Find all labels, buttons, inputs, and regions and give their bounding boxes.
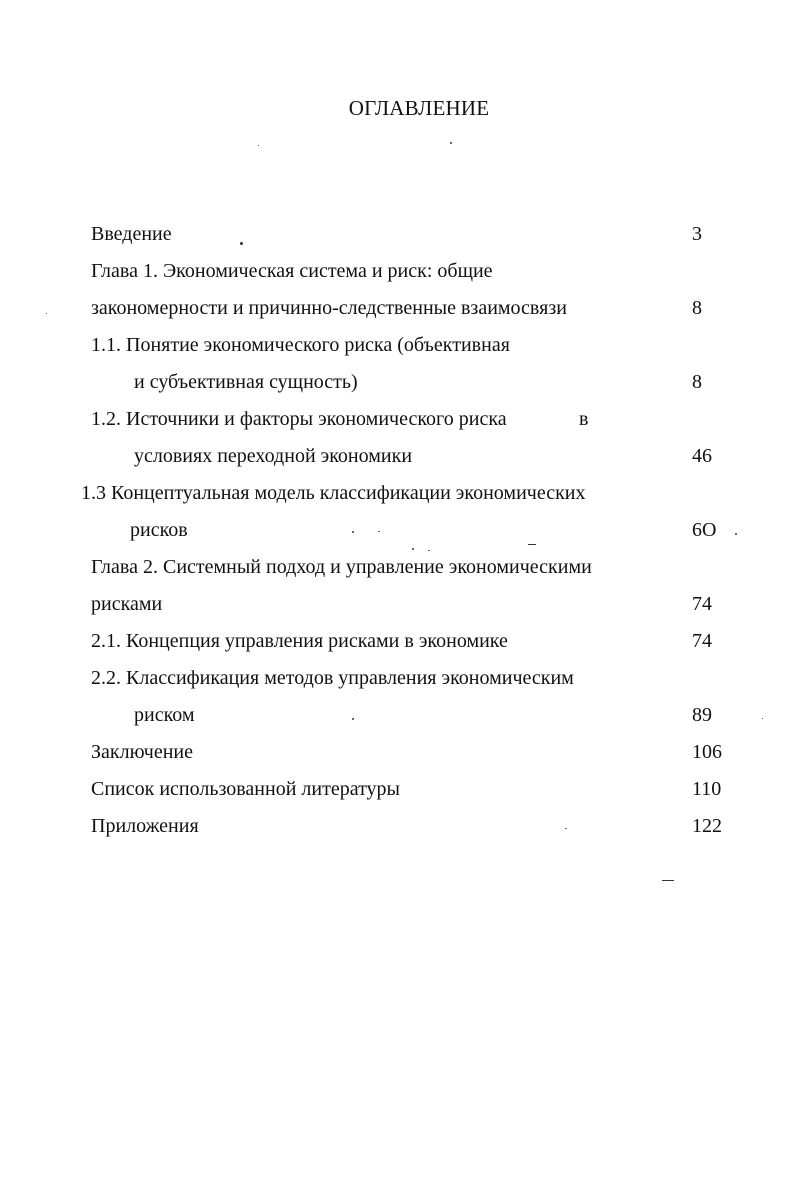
scan-speck xyxy=(428,550,430,551)
toc-entry-text: 2.2. Классификация методов управления экономическим xyxy=(91,667,574,689)
toc-entry-text: Список использованной литературы xyxy=(91,778,400,800)
toc-entry-page: 110 xyxy=(692,778,722,800)
scan-speck xyxy=(378,531,380,532)
scan-speck xyxy=(240,242,243,245)
toc-entry-text: условиях переходной экономики xyxy=(134,445,413,467)
toc-entry-page: 122 xyxy=(692,815,722,837)
scan-speck xyxy=(735,533,737,535)
toc-entry-page: 46 xyxy=(692,445,712,467)
toc-entry-text: Глава 1. Экономическая система и риск: общие xyxy=(91,260,493,282)
toc-entry-text-extra: в xyxy=(579,408,589,430)
scan-speck xyxy=(46,313,47,314)
toc-entry-page: 8 xyxy=(692,297,702,319)
toc-entry-text: 2.1. Концепция управления рисками в экономике xyxy=(91,630,508,652)
toc-entry-text: 1.1. Понятие экономического риска (объективная xyxy=(91,334,510,356)
scan-speck xyxy=(565,828,567,829)
toc-entry-text: и субъективная сущность) xyxy=(134,371,358,393)
toc-entry-text: Заключение xyxy=(91,741,193,763)
scan-speck xyxy=(762,718,763,719)
toc-entry-text: рисками xyxy=(91,593,163,615)
toc-entry-text: закономерности и причинно-следственные взаимосвязи xyxy=(91,297,567,319)
scan-speck xyxy=(528,544,536,545)
toc-entry-text: 1.3 Концептуальная модель классификации экономических xyxy=(81,482,586,504)
toc-entry-page: 74 xyxy=(692,593,712,615)
toc-entry-text: Введение xyxy=(91,223,172,245)
toc-entry-text: Глава 2. Системный подход и управление экономическими xyxy=(91,556,592,578)
toc-entry-text: 1.2. Источники и факторы экономического риска xyxy=(91,408,507,430)
scan-speck xyxy=(352,531,354,533)
toc-entry-page: 74 xyxy=(692,630,712,652)
toc-entry-page: 6О xyxy=(692,519,717,541)
toc-entry-text: Приложения xyxy=(91,815,199,837)
toc-entry-text: рисков xyxy=(130,519,188,541)
scan-speck xyxy=(662,880,674,881)
toc-entry-page: 3 xyxy=(692,223,702,245)
toc-title: ОГЛАВЛЕНИЕ xyxy=(348,96,490,120)
toc-entry-page: 89 xyxy=(692,704,712,726)
scan-speck xyxy=(352,718,354,720)
toc-entry-text: риском xyxy=(134,704,195,726)
toc-entry-page: 106 xyxy=(692,741,722,763)
scan-speck xyxy=(412,548,414,550)
toc-entry-page: 8 xyxy=(692,371,702,393)
scan-speck xyxy=(258,145,259,146)
scan-speck xyxy=(450,142,452,144)
